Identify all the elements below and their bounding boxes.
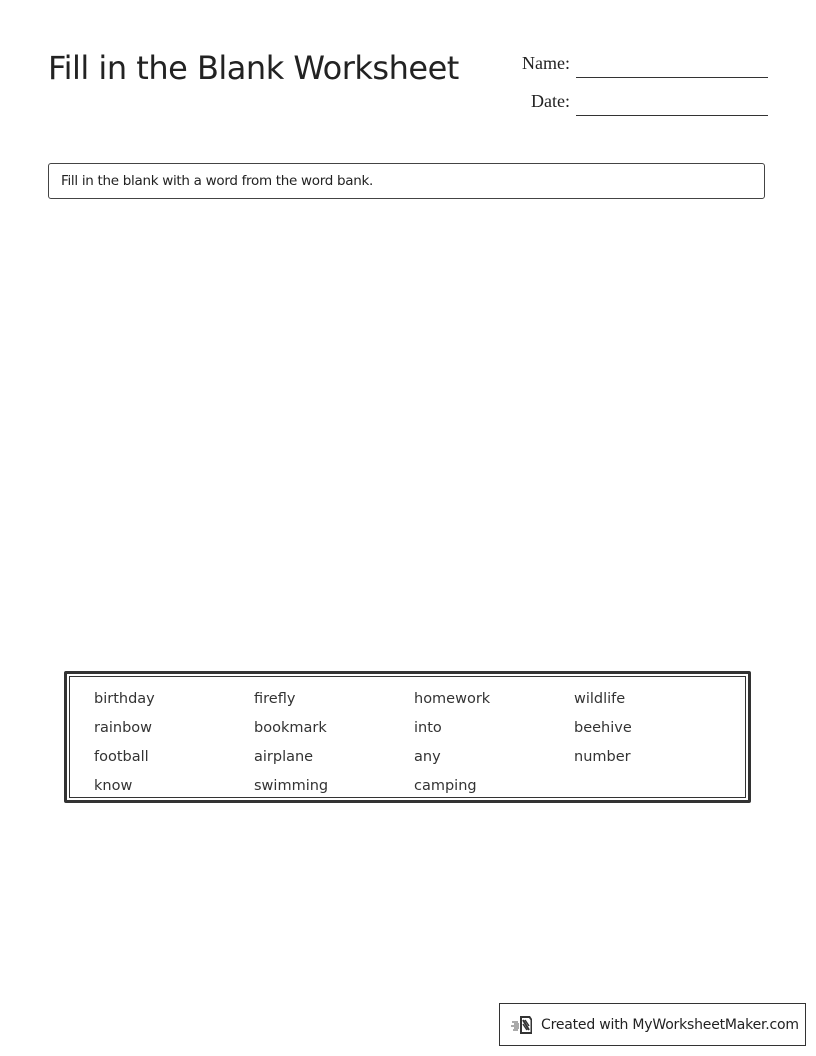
- date-blank-line[interactable]: [576, 115, 768, 116]
- word-bank-item: beehive: [574, 720, 632, 736]
- word-bank-item: number: [574, 749, 631, 765]
- word-bank-item: football: [94, 749, 149, 765]
- word-bank-item: know: [94, 778, 133, 794]
- date-field[interactable]: [500, 86, 768, 116]
- word-bank-item: wildlife: [574, 691, 626, 707]
- word-bank-item: into: [414, 720, 442, 736]
- name-label: Name:: [522, 53, 570, 73]
- word-bank-item: bookmark: [254, 720, 327, 736]
- word-bank-item: swimming: [254, 778, 329, 794]
- word-bank-item: rainbow: [94, 720, 152, 736]
- word-bank-grid: [69, 676, 746, 798]
- word-bank-item: camping: [414, 778, 477, 794]
- word-bank: [64, 671, 751, 803]
- word-bank-item: birthday: [94, 691, 155, 707]
- word-bank-item: firefly: [254, 691, 296, 707]
- name-blank-line[interactable]: [576, 77, 768, 78]
- word-bank-item-empty: [574, 772, 734, 801]
- word-bank-item: homework: [414, 691, 491, 707]
- worksheet-logo-icon: [511, 1013, 535, 1037]
- instructions-box: [48, 163, 765, 199]
- word-bank-item: any: [414, 749, 441, 765]
- instructions-text: Fill in the blank with a word from the word bank.: [61, 173, 374, 189]
- date-label: Date:: [531, 91, 570, 111]
- word-bank-item: airplane: [254, 749, 314, 765]
- worksheet-title: Fill in the Blank Worksheet: [48, 49, 459, 87]
- created-with-text: Created with MyWorksheetMaker.com: [541, 1016, 799, 1033]
- name-field[interactable]: [500, 48, 768, 78]
- created-with-badge[interactable]: [499, 1003, 806, 1046]
